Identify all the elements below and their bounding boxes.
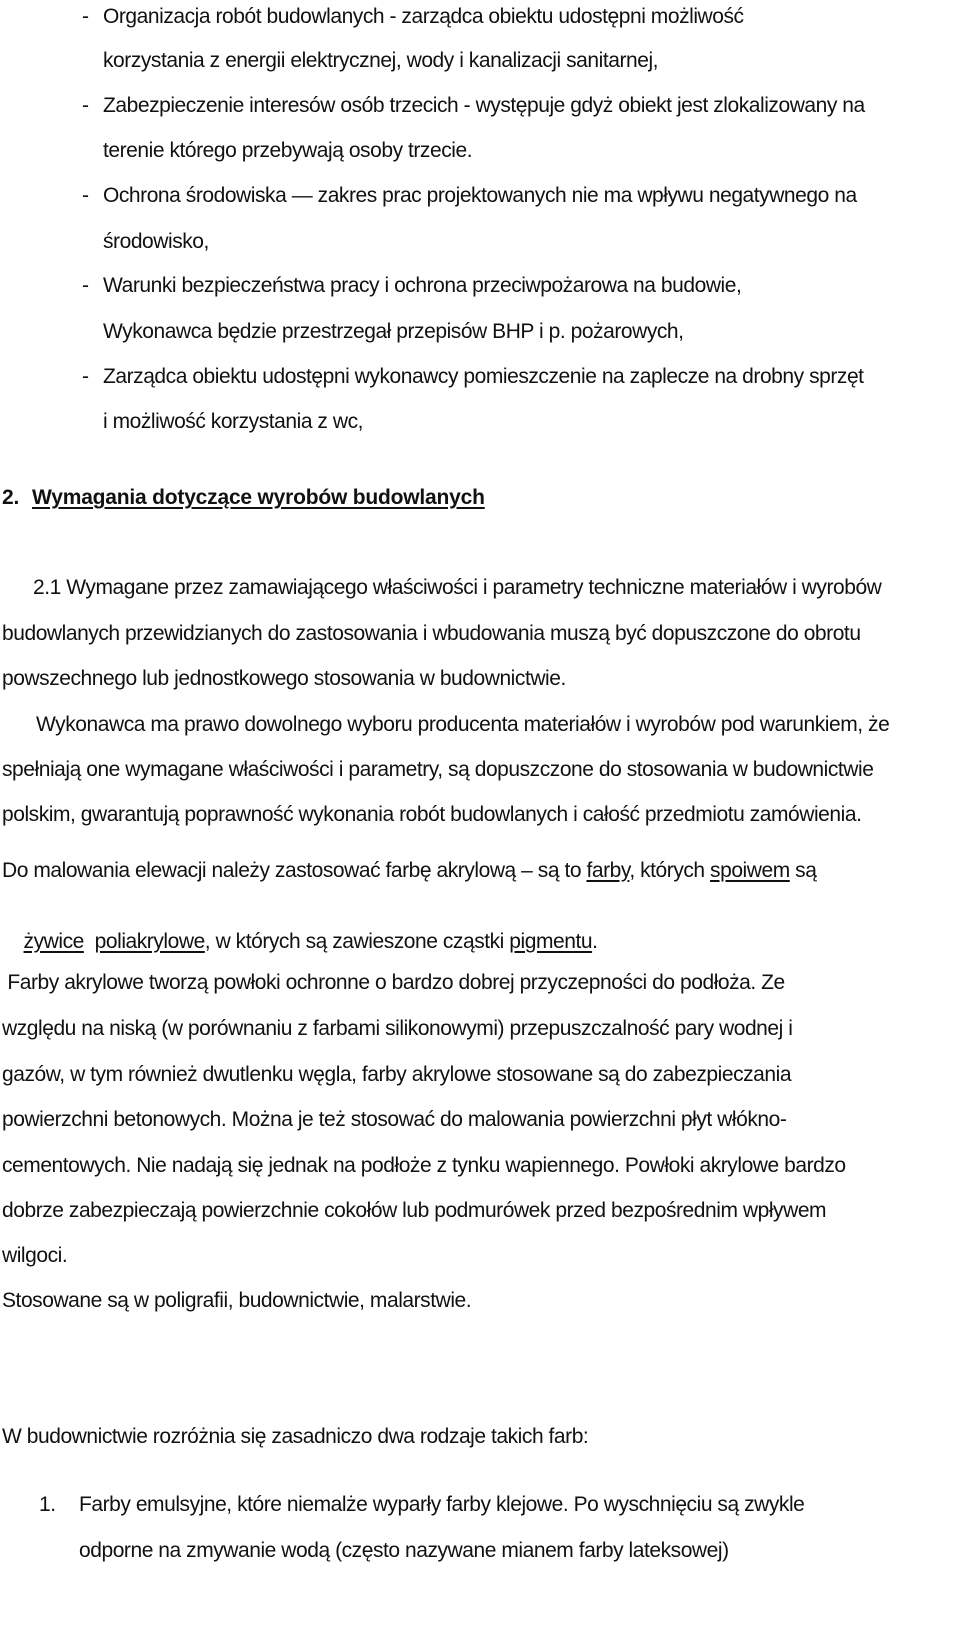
link-zywice[interactable]: żywice — [23, 930, 84, 953]
section-title: Wymagania dotyczące wyrobów budowlanych — [32, 486, 485, 509]
paragraph-line: dobrze zabezpieczają powierzchnie cokołów lub podmurówek przed bezpośrednim wpływem — [2, 1199, 827, 1222]
paragraph-text: , w których są zawieszone cząstki — [204, 930, 510, 953]
paragraph-text — [84, 930, 95, 953]
link-farby[interactable]: farby — [586, 859, 630, 882]
list-item-dash: - — [82, 94, 89, 117]
list-item-dash: - — [82, 274, 89, 297]
paragraph-line: powszechnego lub jednostkowego stosowania w budownictwie. — [2, 667, 566, 690]
paragraph-line: W budownictwie rozróżnia się zasadniczo dwa rodzaje takich farb: — [2, 1425, 589, 1448]
paragraph-text: Do malowania elewacji należy zastosować farbę akrylową – są to — [2, 859, 587, 882]
list-item-text: terenie którego przebywają osoby trzecie. — [103, 139, 473, 162]
list-item-text: korzystania z energii elektrycznej, wody i kanalizacji sanitarnej, — [103, 49, 659, 72]
list-item-dash: - — [82, 365, 89, 388]
paragraph-line: budowlanych przewidzianych do zastosowania i wbudowania muszą być dopuszczone do obrotu — [2, 622, 861, 645]
paragraph-line: polskim, gwarantują poprawność wykonania robót budowlanych i całość przedmiotu zamówienia. — [2, 803, 862, 826]
list-item-text: Zarządca obiektu udostępni wykonawcy pomieszczenie na zaplecze na drobny sprzęt — [103, 365, 864, 388]
list-item-text: Ochrona środowiska — zakres prac projektowanych nie ma wpływu negatywnego na — [103, 184, 857, 207]
paragraph-line: spełniają one wymagane właściwości i parametry, są dopuszczone do stosowania w budownictwie — [2, 758, 874, 781]
paragraph-line: Wykonawca ma prawo dowolnego wyboru producenta materiałów i wyrobów pod warunkiem, że — [36, 713, 890, 736]
list-item-text: Farby emulsyjne, które niemalże wyparły farby klejowe. Po wyschnięciu są zwykle — [79, 1493, 805, 1516]
paragraph-line: Stosowane są w poligrafii, budownictwie, malarstwie. — [2, 1289, 472, 1312]
paragraph-line: gazów, w tym również dwutlenku węgla, farby akrylowe stosowane są do zabezpieczania — [2, 1063, 792, 1086]
paragraph-line: cementowych. Nie nadają się jednak na podłoże z tynku wapiennego. Powłoki akrylowe bardzo — [2, 1154, 846, 1177]
paragraph-text: są — [789, 859, 817, 882]
list-item-dash: - — [82, 184, 89, 207]
link-spoiwem[interactable]: spoiwem — [710, 859, 790, 882]
list-item-text: Wykonawca będzie przestrzegał przepisów BHP i p. pożarowych, — [103, 320, 684, 343]
paragraph-line: Farby akrylowe tworzą powłoki ochronne o bardzo dobrej przyczepności do podłoża. Ze — [2, 971, 785, 994]
list-item-text: Organizacja robót budowlanych - zarządca obiektu udostępni możliwość — [103, 5, 744, 28]
paragraph-text: , których — [629, 859, 711, 882]
list-item-dash: - — [82, 5, 89, 28]
list-item-text: Warunki bezpieczeństwa pracy i ochrona przeciwpożarowa na budowie, — [103, 274, 742, 297]
paragraph-line: 2.1 Wymagane przez zamawiającego właściwości i parametry techniczne materiałów i wyrobów — [33, 576, 882, 599]
list-item-text: środowisko, — [103, 230, 209, 253]
list-item-text: odporne na zmywanie wodą (często nazywane mianem farby lateksowej) — [79, 1539, 729, 1562]
paragraph-line: wilgoci. — [2, 1244, 68, 1267]
section-number: 2. — [2, 486, 20, 509]
paragraph-line — [2, 858, 816, 884]
paragraph-line: powierzchni betonowych. Można je też stosować do malowania powierzchni płyt włókno- — [2, 1108, 787, 1131]
link-pigmentu[interactable]: pigmentu — [509, 930, 593, 953]
link-poliakrylowe[interactable]: poliakrylowe — [94, 930, 205, 953]
paragraph-text: . — [592, 930, 598, 953]
list-item-text: i możliwość korzystania z wc, — [103, 410, 364, 433]
list-item-number: 1. — [39, 1493, 56, 1516]
paragraph-line: względu na niską (w porównaniu z farbami silikonowymi) przepuszczalność pary wodnej i — [2, 1017, 793, 1040]
list-item-text: Zabezpieczenie interesów osób trzecich - występuje gdyż obiekt jest zlokalizowany na — [103, 94, 865, 117]
